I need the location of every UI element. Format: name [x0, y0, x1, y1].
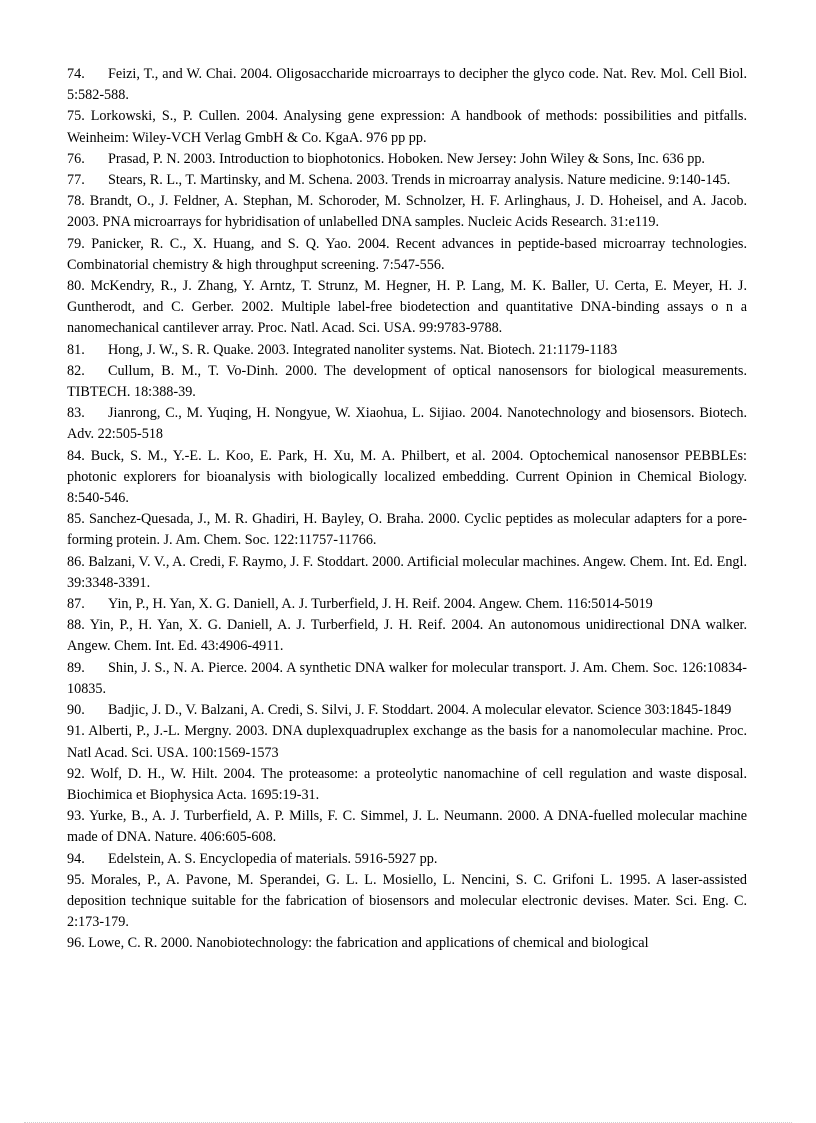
reference-number: 93.: [67, 808, 85, 825]
reference-text: Buck, S. M., Y.-E. L. Koo, E. Park, H. Xu, M. A. Philbert, et al. 2004. Optochemical nanosensor PEBBLEs: photonic explorers for bioanalysis with biologically localized embedding. Current Opinion in Chemical Biology. 8:540-546.: [67, 447, 747, 507]
reference-number: 86.: [67, 553, 85, 570]
reference-text: McKendry, R., J. Zhang, Y. Arntz, T. Strunz, M. Hegner, H. P. Lang, M. K. Baller, U. Certa, E. Meyer, H. J. Guntherodt, and C. Gerber. 2002. Multiple label-free biodetection and quantitative DNA-binding assays o n a nanomechanical cantilever array. Proc. Natl. Acad. Sci. USA. 99:9783-9788.: [67, 278, 747, 337]
reference-number: 77.: [67, 172, 85, 189]
reference-text: Panicker, R. C., X. Huang, and S. Q. Yao. 2004. Recent advances in peptide-based microarray technologies. Combinatorial chemistry & high throughput screening. 7:547-556.: [67, 235, 748, 273]
reference-entry: [67, 658, 747, 700]
reference-text: Yin, P., H. Yan, X. G. Daniell, A. J. Turberfield, J. H. Reif. 2004. An autonomous unidirectional DNA walker. Angew. Chem. Int. Ed. 43:4906-4911.: [67, 617, 747, 655]
reference-entry: [67, 446, 747, 510]
reference-entry: [67, 340, 747, 361]
reference-text: Stears, R. L., T. Martinsky, and M. Schena. 2003. Trends in microarray analysis. Nature medicine. 9:140-145.: [108, 172, 731, 189]
reference-number: 90.: [67, 702, 85, 719]
reference-text: Cullum, B. M., T. Vo-Dinh. 2000. The development of optical nanosensors for biological measurements. TIBTECH. 18:388-39.: [67, 362, 747, 401]
reference-text: Shin, J. S., N. A. Pierce. 2004. A synthetic DNA walker for molecular transport. J. Am. Chem. Soc. 126:10834-10835.: [67, 659, 747, 697]
reference-number: 91.: [67, 723, 85, 740]
reference-text: Morales, P., A. Pavone, M. Sperandei, G. L. L. Mosiello, L. Nencini, S. C. Grifoni L. 1995. A laser-assisted deposition technique suitable for the fabrication of biosensors and molecular electronic devises. Mater. Sci. Eng. C. 2:173-179.: [67, 871, 747, 931]
reference-entry: [67, 870, 747, 934]
reference-entry: [67, 594, 747, 615]
reference-text: Alberti, P., J.-L. Mergny. 2003. DNA duplexquadruplex exchange as the basis for a nanomolecular machine. Proc. Natl Acad. Sci. USA. 100:1569-1573: [67, 723, 747, 761]
reference-number: 83.: [67, 405, 85, 422]
reference-text: Hong, J. W., S. R. Quake. 2003. Integrated nanoliter systems. Nat. Biotech. 21:1179-1183: [108, 341, 618, 358]
reference-entry: [67, 615, 747, 657]
reference-number: 82.: [67, 362, 85, 379]
reference-entry: [67, 170, 747, 191]
reference-number: 96.: [67, 935, 85, 952]
reference-entry: [67, 276, 747, 340]
reference-entry: [67, 849, 747, 870]
reference-number: 76.: [67, 150, 85, 167]
reference-entry: [67, 933, 747, 954]
reference-text: Edelstein, A. S. Encyclopedia of materials. 5916-5927 pp.: [108, 850, 438, 867]
reference-number: 74.: [67, 66, 85, 82]
reference-entry: [67, 149, 747, 170]
reference-entry: [67, 361, 747, 403]
reference-number: 88.: [67, 617, 85, 634]
reference-entry: [67, 552, 747, 594]
reference-text: Brandt, O., J. Feldner, A. Stephan, M. Schoroder, M. Schnolzer, H. F. Arlinghaus, J. D. Hoheisel, and A. Jacob. 2003. PNA microarrays for hybridisation of unlabelled DNA samples. Nucleic Acids Research. 31:e119.: [67, 193, 748, 231]
reference-entry: [67, 234, 747, 276]
reference-entry: [67, 64, 747, 106]
reference-entry: [67, 106, 747, 148]
reference-text: Yurke, B., A. J. Turberfield, A. P. Mills, F. C. Simmel, J. L. Neumann. 2000. A DNA-fuelled molecular machine made of DNA. Nature. 406:605-608.: [67, 808, 747, 846]
reference-number: 81.: [67, 341, 85, 358]
reference-text: Balzani, V. V., A. Credi, F. Raymo, J. F. Stoddart. 2000. Artificial molecular machines. Angew. Chem. Int. Ed. Engl. 39:3348-3391.: [67, 553, 748, 591]
reference-number: 95.: [67, 871, 85, 888]
reference-list: [67, 64, 747, 955]
reference-number: 94.: [67, 850, 85, 867]
reference-text: Badjic, J. D., V. Balzani, A. Credi, S. Silvi, J. F. Stoddart. 2004. A molecular elevator. Science 303:1845-1849: [108, 702, 732, 719]
reference-number: 89.: [67, 659, 85, 676]
reference-number: 79.: [67, 235, 85, 252]
reference-number: 78.: [67, 193, 85, 210]
reference-entry: [67, 191, 747, 233]
reference-number: 92.: [67, 765, 85, 782]
reference-text: Lorkowski, S., P. Cullen. 2004. Analysing gene expression: A handbook of methods: possibilities and pitfalls. Weinheim: Wiley-VCH Verlag GmbH & Co. KgaA. 976 pp pp.: [67, 108, 747, 146]
reference-entry: [67, 403, 747, 445]
reference-entry: [67, 700, 747, 721]
reference-entry: [67, 509, 747, 551]
reference-entry: [67, 806, 747, 848]
reference-number: 80.: [67, 278, 85, 295]
reference-entry: [67, 764, 747, 806]
reference-text: Jianrong, C., M. Yuqing, H. Nongyue, W. Xiaohua, L. Sijiao. 2004. Nanotechnology and biosensors. Biotech. Adv. 22:505-518: [67, 405, 747, 443]
reference-text: Yin, P., H. Yan, X. G. Daniell, A. J. Turberfield, J. H. Reif. 2004. Angew. Chem. 116:5014-5019: [108, 596, 653, 613]
reference-entry: [67, 721, 747, 763]
reference-text: Sanchez-Quesada, J., M. R. Ghadiri, H. Bayley, O. Braha. 2000. Cyclic peptides as molecular adapters for a pore-forming protein. J. Am. Chem. Soc. 122:11757-11766.: [67, 511, 747, 549]
reference-text: Feizi, T., and W. Chai. 2004. Oligosaccharide microarrays to decipher the glyco code. Nat. Rev. Mol. Cell Biol. 5:582-588.: [67, 66, 747, 104]
reference-text: Wolf, D. H., W. Hilt. 2004. The proteasome: a proteolytic nanomachine of cell regulation and waste disposal. Biochimica et Biophysica Acta. 1695:19-31.: [67, 765, 747, 803]
reference-number: 75.: [67, 108, 85, 125]
reference-number: 85.: [67, 511, 85, 528]
reference-number: 84.: [67, 447, 85, 464]
reference-text: Lowe, C. R. 2000. Nanobiotechnology: the fabrication and applications of chemical and biological: [88, 935, 649, 952]
reference-text: Prasad, P. N. 2003. Introduction to biophotonics. Hoboken. New Jersey: John Wiley & Sons, Inc. 636 pp.: [108, 150, 705, 167]
reference-number: 87.: [67, 596, 85, 613]
